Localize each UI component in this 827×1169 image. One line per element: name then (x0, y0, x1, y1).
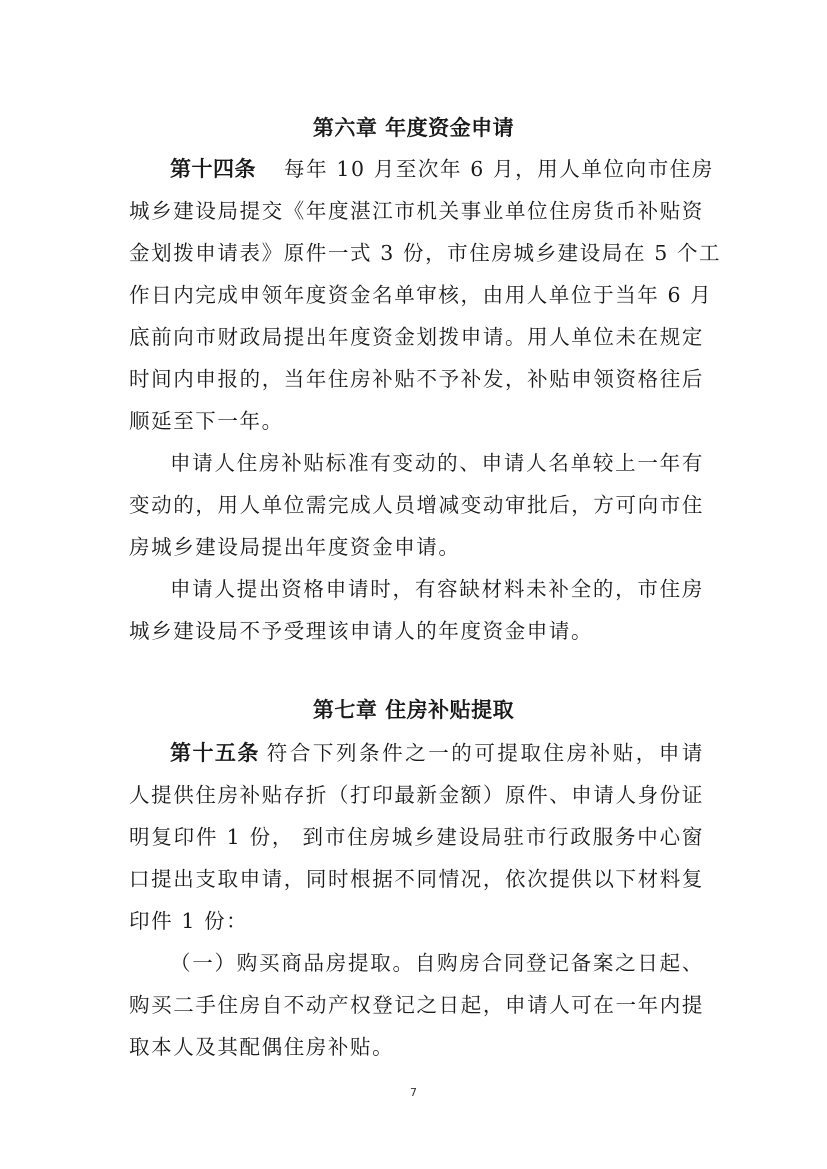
page-number: 7 (410, 1086, 417, 1099)
article-15-line-4: 口提出支取申请，同时根据不同情况，依次提供以下材料复 (129, 867, 704, 891)
article-14-line-1 (170, 152, 714, 183)
article-15-line-5: 印件 1 份： (129, 909, 249, 933)
article-15-text-1: 符合下列条件之一的可提取住房补贴，申请 (265, 741, 704, 765)
chapter-6-heading: 第六章 年度资金申请 (312, 116, 515, 140)
article-14-line-5: 底前向市财政局提出年度资金划拨申请。用人单位未在规定 (129, 325, 704, 349)
paragraph-2-line-1: 申请人住房补贴标准有变动的、申请人名单较上一年有 (170, 451, 704, 475)
article-15-line-2: 人提供住房补贴存折（打印最新金额）原件、申请人身份证 (129, 783, 704, 807)
paragraph-2-line-3: 房城乡建设局提出年度资金申请。 (129, 535, 461, 559)
item-1-line-2: 购买二手住房自不动产权登记之日起，申请人可在一年内提 (129, 993, 704, 1017)
paragraph-3-line-1: 申请人提出资格申请时，有容缺材料未补全的，市住房 (170, 577, 704, 601)
article-14-line-2: 城乡建设局提交《年度湛江市机关事业单位住房货币补贴资 (129, 199, 704, 223)
paragraph-3-line-2: 城乡建设局不予受理该申请人的年度资金申请。 (129, 619, 594, 643)
article-14-line-7: 顺延至下一年。 (129, 409, 284, 433)
article-14-text-1: 每年 10 月至次年 6 月，用人单位向市住房 (284, 157, 714, 181)
article-15-line-1 (170, 736, 704, 767)
article-14-line-4: 作日内完成申领年度资金名单审核，由用人单位于当年 6 月 (129, 283, 713, 307)
item-1-line-1: （一）购买商品房提取。自购房合同登记备案之日起、 (170, 951, 704, 975)
paragraph-2-line-2: 变动的，用人单位需完成人员增减变动审批后，方可向市住 (129, 493, 704, 517)
article-14-line-6: 时间内申报的，当年住房补贴不予补发，补贴申领资格往后 (129, 367, 704, 391)
chapter-7-heading: 第七章 住房补贴提取 (312, 698, 515, 722)
article-14-line-3: 金划拨申请表》原件一式 3 份，市住房城乡建设局在 5 个工 (129, 241, 722, 265)
article-15-line-3: 明复印件 1 份， 到市住房城乡建设局驻市行政服务中心窗 (129, 825, 704, 849)
article-15-label: 第十五条 (170, 741, 260, 765)
article-14-label: 第十四条 (170, 157, 256, 181)
item-1-line-3: 取本人及其配偶住房补贴。 (129, 1035, 395, 1059)
